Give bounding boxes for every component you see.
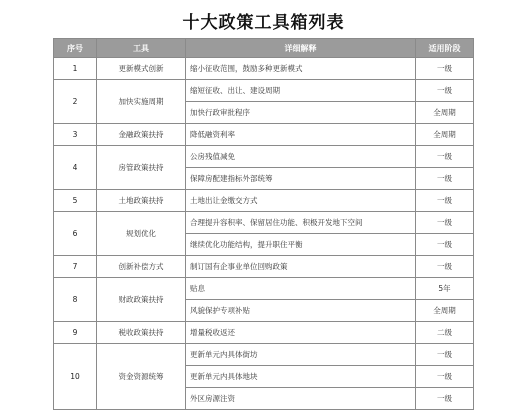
table-row — [54, 212, 474, 234]
detail-cell: 公房残值减免 — [186, 146, 416, 168]
detail-cell: 贴息 — [186, 278, 416, 300]
tool-cell: 更新模式创新 — [97, 58, 186, 80]
tool-cell: 规划优化 — [97, 212, 186, 256]
row-index-cell: 1 — [54, 58, 97, 80]
detail-cell: 土地出让金缴交方式 — [186, 190, 416, 212]
detail-cell: 更新单元内具体街坊 — [186, 344, 416, 366]
stage-cell: 一级 — [416, 234, 474, 256]
row-index-cell: 9 — [54, 322, 97, 344]
table-row — [54, 190, 474, 212]
table-row — [54, 58, 474, 80]
stage-cell: 一级 — [416, 212, 474, 234]
detail-cell: 制订国有企事业单位回购政策 — [186, 256, 416, 278]
stage-cell: 一级 — [416, 80, 474, 102]
header-tool: 工具 — [97, 39, 186, 58]
tool-cell: 加快实施周期 — [97, 80, 186, 124]
table-row — [54, 80, 474, 102]
page-title: 十大政策工具箱列表 — [182, 13, 345, 33]
stage-cell: 一级 — [416, 58, 474, 80]
row-index-cell: 3 — [54, 124, 97, 146]
stage-cell: 全周期 — [416, 300, 474, 322]
stage-cell: 一级 — [416, 168, 474, 190]
detail-cell: 合理提升容积率、保留居住功能、积极开发地下空间 — [186, 212, 416, 234]
detail-cell: 缩短征收、出让、建设周期 — [186, 80, 416, 102]
detail-cell: 外区房源注资 — [186, 388, 416, 410]
tool-cell: 财政政策扶持 — [97, 278, 186, 322]
stage-cell: 二级 — [416, 322, 474, 344]
tool-cell: 税收政策扶持 — [97, 322, 186, 344]
tool-cell: 房管政策扶持 — [97, 146, 186, 190]
tool-cell: 土地政策扶持 — [97, 190, 186, 212]
table-row — [54, 322, 474, 344]
detail-cell: 继续优化功能结构，提升职住平衡 — [186, 234, 416, 256]
row-index-cell: 7 — [54, 256, 97, 278]
detail-cell: 保障房配建指标外部统筹 — [186, 168, 416, 190]
stage-cell: 一级 — [416, 190, 474, 212]
header-detail: 详细解释 — [186, 39, 416, 58]
table-row — [54, 124, 474, 146]
stage-cell: 一级 — [416, 388, 474, 410]
stage-cell: 5年 — [416, 278, 474, 300]
detail-cell: 增量税收返还 — [186, 322, 416, 344]
detail-cell: 风貌保护专项补贴 — [186, 300, 416, 322]
header-index: 序号 — [54, 39, 97, 58]
policy-tools-table — [53, 38, 474, 410]
row-index-cell: 5 — [54, 190, 97, 212]
table-row — [54, 256, 474, 278]
detail-cell: 加快行政审批程序 — [186, 102, 416, 124]
table-row — [54, 146, 474, 168]
table-header-row — [54, 39, 474, 58]
stage-cell: 一级 — [416, 344, 474, 366]
row-index-cell: 8 — [54, 278, 97, 322]
row-index-cell: 10 — [54, 344, 97, 410]
tool-cell: 金融政策扶持 — [97, 124, 186, 146]
table-row — [54, 344, 474, 366]
stage-cell: 全周期 — [416, 102, 474, 124]
stage-cell: 一级 — [416, 256, 474, 278]
header-stage: 适用阶段 — [416, 39, 474, 58]
stage-cell: 全周期 — [416, 124, 474, 146]
row-index-cell: 6 — [54, 212, 97, 256]
tool-cell: 创新补偿方式 — [97, 256, 186, 278]
stage-cell: 一级 — [416, 366, 474, 388]
row-index-cell: 4 — [54, 146, 97, 190]
table-row — [54, 278, 474, 300]
detail-cell: 缩小征收范围，鼓励多种更新模式 — [186, 58, 416, 80]
detail-cell: 更新单元内具体地块 — [186, 366, 416, 388]
detail-cell: 降低融资利率 — [186, 124, 416, 146]
tool-cell: 资金资源统筹 — [97, 344, 186, 410]
stage-cell: 一级 — [416, 146, 474, 168]
table-body — [54, 58, 474, 410]
row-index-cell: 2 — [54, 80, 97, 124]
